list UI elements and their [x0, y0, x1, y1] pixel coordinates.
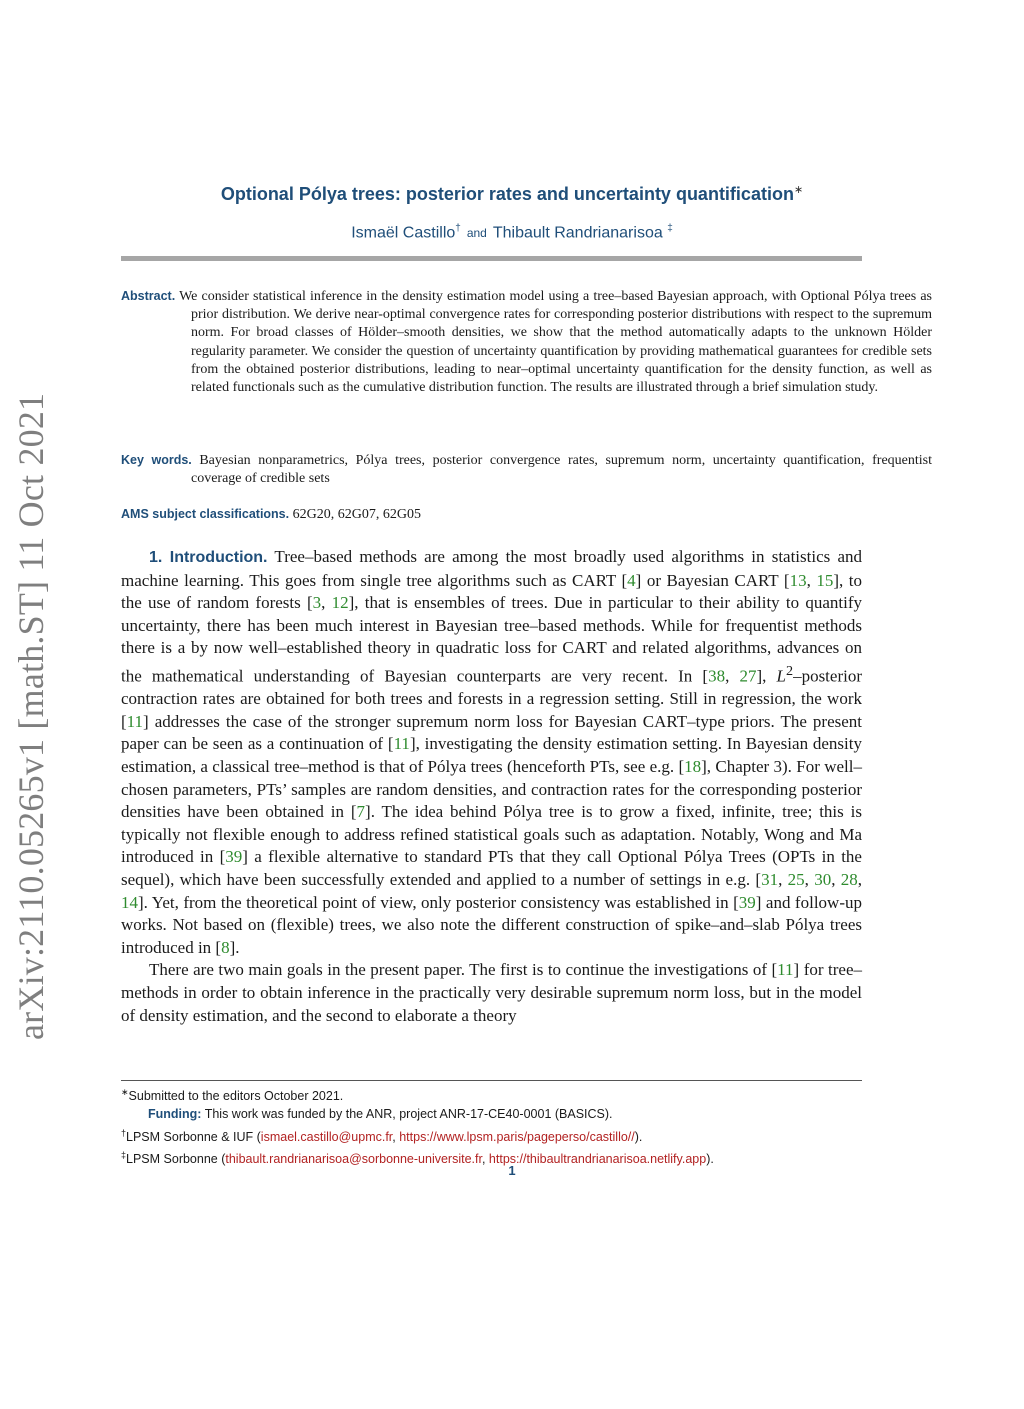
arxiv-stamp: arXiv:2110.05265v1 [math.ST] 11 Oct 2021 [11, 392, 51, 1040]
title-rule [121, 256, 862, 261]
author-castillo-mark[interactable]: † [455, 223, 461, 234]
citation-link[interactable]: 28 [840, 869, 858, 889]
citation-link[interactable]: 27 [739, 666, 757, 686]
abstract [121, 287, 932, 397]
author-line [0, 223, 1024, 242]
title-footnote-mark[interactable]: ∗ [793, 184, 804, 196]
intro-text: , [857, 869, 863, 889]
footnote-mark: † [121, 1127, 127, 1138]
footnote-mark: ‡ [121, 1150, 127, 1161]
paper-title [0, 183, 1024, 205]
citation-link[interactable]: 4 [627, 570, 636, 590]
footnote-castillo [121, 1124, 881, 1146]
keywords-text: Bayesian nonparametrics, Pólya trees, posterior convergence rates, supremum norm, uncertainty quantification, frequentist coverage of credible sets [191, 453, 933, 487]
abstract-label: Abstract. [121, 289, 176, 303]
citation-link[interactable]: 11 [777, 960, 794, 980]
footnote-text: Submitted to the editors October 2021. [128, 1089, 344, 1104]
footnote-mark: ∗ [121, 1087, 129, 1097]
citation-link[interactable]: 31 [761, 869, 779, 889]
footnote-text: LPSM Sorbonne & IUF ( [126, 1129, 261, 1144]
citation-link[interactable]: 7 [356, 802, 366, 822]
intro-text: , [321, 593, 332, 613]
citation-link[interactable]: 38 [708, 666, 726, 686]
ams-label: AMS subject classifications. [121, 507, 290, 521]
keywords-label: Key words. [121, 453, 192, 467]
citation-link[interactable]: 11 [126, 711, 144, 731]
footnote-text: ). [706, 1152, 714, 1167]
intro-text: , [806, 570, 817, 590]
citation-link[interactable]: 15 [816, 570, 834, 590]
footnote-text: LPSM Sorbonne ( [126, 1152, 226, 1167]
url-link-randrianarisoa[interactable]: https://thibaultrandrianarisoa.netlify.app [488, 1152, 707, 1167]
intro-paragraph-1 [121, 546, 862, 959]
citation-link[interactable]: 13 [789, 570, 807, 590]
intro-text: ]. [229, 937, 240, 957]
intro-text: ]. The idea behind Pólya tree is to grow a fixed, infinite, tree; this is typically not flexible enough to address refined statistical goals such as adaptation. Notably, Wong and Ma introduced in [ [121, 802, 862, 867]
author-and: and [466, 226, 487, 241]
email-link-randrianarisoa[interactable]: thibault.randrianarisoa@sorbonne-universite.fr [225, 1152, 482, 1167]
intro-text: ], [756, 666, 777, 686]
author-castillo: Ismaël Castillo [351, 224, 456, 242]
intro-text: ] addresses the case of the stronger supremum norm loss for Bayesian CART–type priors. The present paper can be seen as a continuation of [ [121, 711, 862, 754]
citation-link[interactable]: 18 [684, 757, 702, 776]
intro-text: There are two main goals in the present paper. The first is to continue the investigations of [ [149, 960, 778, 980]
intro-text: –posterior contraction rates are obtained for both trees and forests in a regression setting. Still in regression, the work [ [121, 666, 862, 731]
intro-text: ], investigating the density estimation setting. In Bayesian density estimation, a classical tree–method is that of Pólya trees (henceforth PTs, see e.g. [ [121, 734, 862, 776]
author-randrianarisoa-mark[interactable]: ‡ [667, 223, 673, 234]
intro-text: ] for tree–methods in order to obtain inference in the practically very desirable supremum norm loss, but in the model of density estimation, and the second to elaborate a theory [121, 960, 863, 1025]
citation-link[interactable]: 11 [393, 734, 410, 754]
citation-link[interactable]: 39 [738, 892, 756, 912]
author-randrianarisoa: Thibault Randrianarisoa [492, 224, 663, 242]
footnote-text: , [481, 1152, 489, 1167]
intro-text: , [725, 666, 740, 686]
ams-text: 62G20, 62G07, 62G05 [292, 507, 421, 522]
intro-text: ], that is ensembles of trees. Due in particular to their ability to quantify uncertainty, there has been much interest in Bayesian tree–based methods. While for frequentist methods there is a by now well–established theory in quadratic loss for CART and related algorithms, advances on the mathematical understanding of Bayesian counterparts are very recent. In [ [121, 593, 862, 686]
intro-text: ] and follow-up works. Not based on (flexible) trees, we also note the different construction of spike–and–slab Pólya trees introduced in [ [121, 892, 862, 957]
intro-text: ], Chapter 3). For well–chosen parameters, PTs’ samples are random densities, and contraction rates for the corresponding posterior densities have been obtained in [ [121, 757, 862, 822]
citation-link[interactable]: 3 [312, 593, 322, 613]
intro-text: ]. Yet, from the theoretical point of view, only posterior consistency was established in [ [138, 892, 739, 912]
citation-link[interactable]: 12 [331, 593, 349, 613]
citation-link[interactable]: 8 [221, 937, 230, 957]
intro-text: , [778, 869, 788, 889]
intro-text: ], to the use of random forests [ [121, 570, 862, 613]
citation-link[interactable]: 14 [121, 892, 138, 912]
title-text: Optional Pólya trees: posterior rates and uncertainty quantification [220, 184, 794, 204]
intro-text: , [831, 869, 841, 889]
footnotes [121, 1083, 881, 1169]
footnote-funding [121, 1105, 881, 1123]
footnote-submitted [121, 1083, 881, 1105]
ams-classifications [121, 505, 862, 524]
footnote-text: , [392, 1129, 400, 1144]
footnote-text: ). [634, 1129, 643, 1144]
intro-text: ] a flexible alternative to standard PTs that they call Optional Pólya Trees (OPTs in the sequel), which have been successfully extended and applied to a number of settings in e.g. [ [121, 847, 862, 889]
section-heading: 1. Introduction. [149, 549, 268, 566]
introduction-section [121, 546, 862, 1027]
funding-label: Funding: [148, 1107, 202, 1122]
citation-link[interactable]: 30 [814, 869, 832, 889]
footnote-rule [121, 1080, 862, 1081]
abstract-text: We consider statistical inference in the density estimation model using a tree–based Bayesian approach, with Optional Pólya trees as prior distribution. We derive near-optimal convergence rates for corresponding posterior distributions with respect to the supremum norm. For broad classes of Hölder–smooth densities, we show that the method automatically adapts to the unknown Hölder regularity parameter. We consider the question of uncertainty quantification by providing mathematical guarantees for credible sets from the obtained posterior distributions, leading to near–optimal uncertainty quantification for the density function, as well as related functionals such as the cumulative distribution function. The results are illustrated through a brief simulation study. [179, 289, 933, 396]
citation-link[interactable]: 39 [225, 847, 243, 867]
math-l2 [777, 667, 786, 686]
intro-text: ] or Bayesian CART [ [635, 570, 790, 590]
intro-paragraph-2 [121, 959, 862, 1027]
page-number: 1 [508, 1163, 516, 1178]
keywords [121, 451, 932, 488]
citation-link[interactable]: 25 [787, 869, 805, 889]
intro-text: Tree–based methods are among the most broadly used algorithms in statistics and machine learning. This goes from single tree algorithms such as CART [ [121, 547, 863, 590]
email-link-castillo[interactable]: ismael.castillo@upmc.fr [260, 1129, 393, 1144]
funding-text: This work was funded by the ANR, project ANR-17-CE40-0001 (BASICS). [204, 1107, 613, 1122]
intro-text: , [804, 869, 815, 889]
math-l-exponent: 2 [785, 662, 794, 679]
math-l-base: L [776, 666, 786, 686]
url-link-castillo[interactable]: https://www.lpsm.paris/pageperso/castillo// [399, 1129, 635, 1144]
